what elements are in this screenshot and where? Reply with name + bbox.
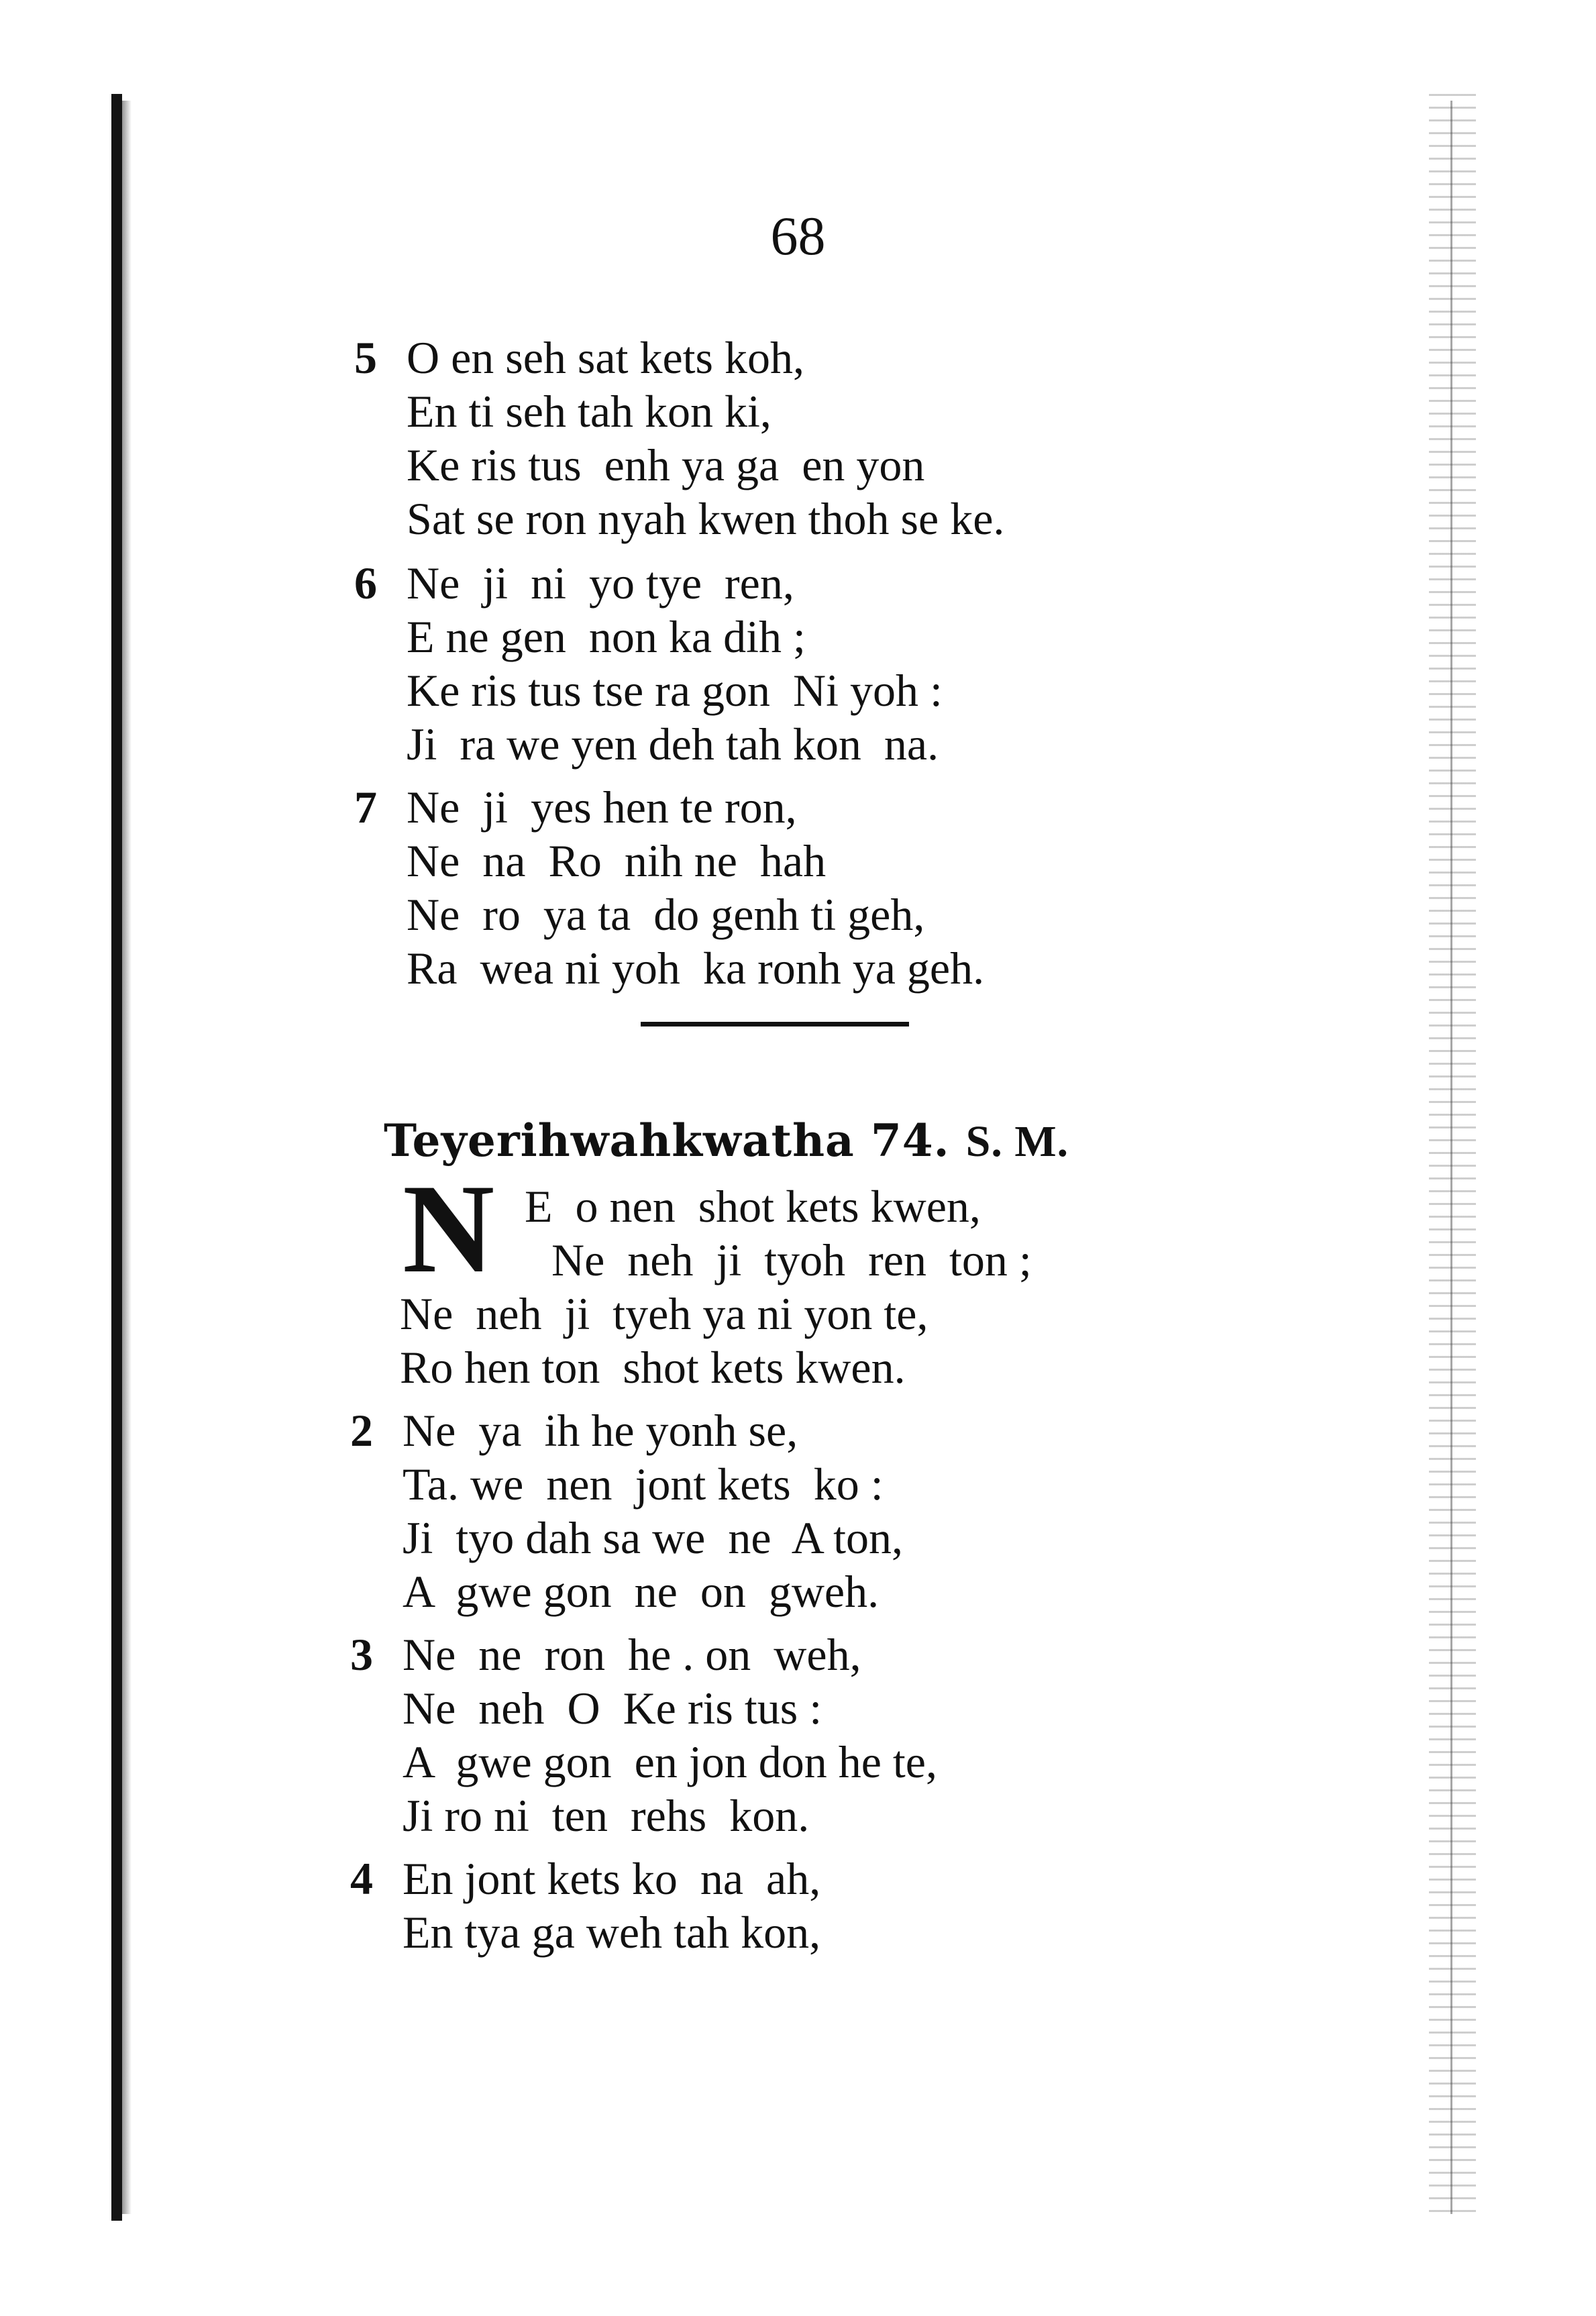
hymn-line: Ke ris tus tse ra gon Ni yoh :	[407, 665, 943, 716]
hymn-line: Ke ris tus enh ya ga en yon	[407, 439, 925, 490]
verse-number: 5	[354, 332, 377, 383]
hymn-line: Ne neh O Ke ris tus :	[403, 1683, 822, 1734]
hymn-line: En jont kets ko na ah,	[403, 1853, 821, 1904]
binding-gutter	[111, 94, 122, 2221]
hymn-line: O en seh sat kets koh,	[407, 332, 805, 383]
section-divider	[641, 1022, 909, 1027]
hymn-line: Ne na Ro nih ne hah	[407, 835, 827, 886]
verse-number: 7	[354, 782, 377, 833]
hymn-line: En ti seh tah kon ki,	[407, 386, 772, 437]
drop-cap: N	[403, 1159, 495, 1300]
hymn-line: En tya ga weh tah kon,	[403, 1907, 821, 1958]
hymn-line: Ne neh ji tyoh ren ton ;	[551, 1234, 1032, 1285]
hymn-number: 74.	[870, 1114, 950, 1167]
hymn-line: Ra wea ni yoh ka ronh ya geh.	[407, 943, 985, 994]
verse-number: 4	[350, 1853, 373, 1904]
hymn-line: A gwe gon ne on gweh.	[403, 1566, 880, 1617]
hymn-line: Ji ra we yen deh tah kon na.	[407, 719, 939, 770]
hymn-line: Ne ji yes hen te ron,	[407, 782, 797, 833]
hymn-line: Ne ro ya ta do genh ti geh,	[407, 889, 925, 940]
hymn-line: Sat se ron nyah kwen thoh se ke.	[407, 493, 1005, 544]
gutter-shadow	[122, 101, 131, 2214]
hymn-line: Ta. we nen jont kets ko :	[403, 1459, 884, 1510]
verse-number: 6	[354, 558, 377, 609]
hymn-title: Teyerihwahkwatha	[384, 1114, 855, 1167]
hymn-line: Ji tyo dah sa we ne A ton,	[403, 1512, 904, 1563]
verse-number: 3	[350, 1629, 373, 1680]
hymn-line: E ne gen non ka dih ;	[407, 611, 806, 662]
hymn-line: Ne neh ji tyeh ya ni yon te,	[400, 1288, 928, 1339]
page-number: 68	[770, 205, 826, 266]
page-edge-line	[1450, 101, 1452, 2214]
hymn-line: Ji ro ni ten rehs kon.	[403, 1790, 810, 1841]
hymn-line: Ne ne ron he . on weh,	[403, 1629, 861, 1680]
page-edge-texture	[1429, 94, 1476, 2214]
hymn-line: A gwe gon en jon don he te,	[403, 1736, 937, 1787]
verse-number: 2	[350, 1405, 373, 1456]
hymn-line: Ro hen ton shot kets kwen.	[400, 1342, 906, 1393]
hymn-line: E o nen shot kets kwen,	[525, 1181, 981, 1232]
hymn-meter: S. M.	[965, 1117, 1069, 1166]
hymn-line: Ne ya ih he yonh se,	[403, 1405, 798, 1456]
hymn-line: Ne ji ni yo tye ren,	[407, 558, 794, 609]
